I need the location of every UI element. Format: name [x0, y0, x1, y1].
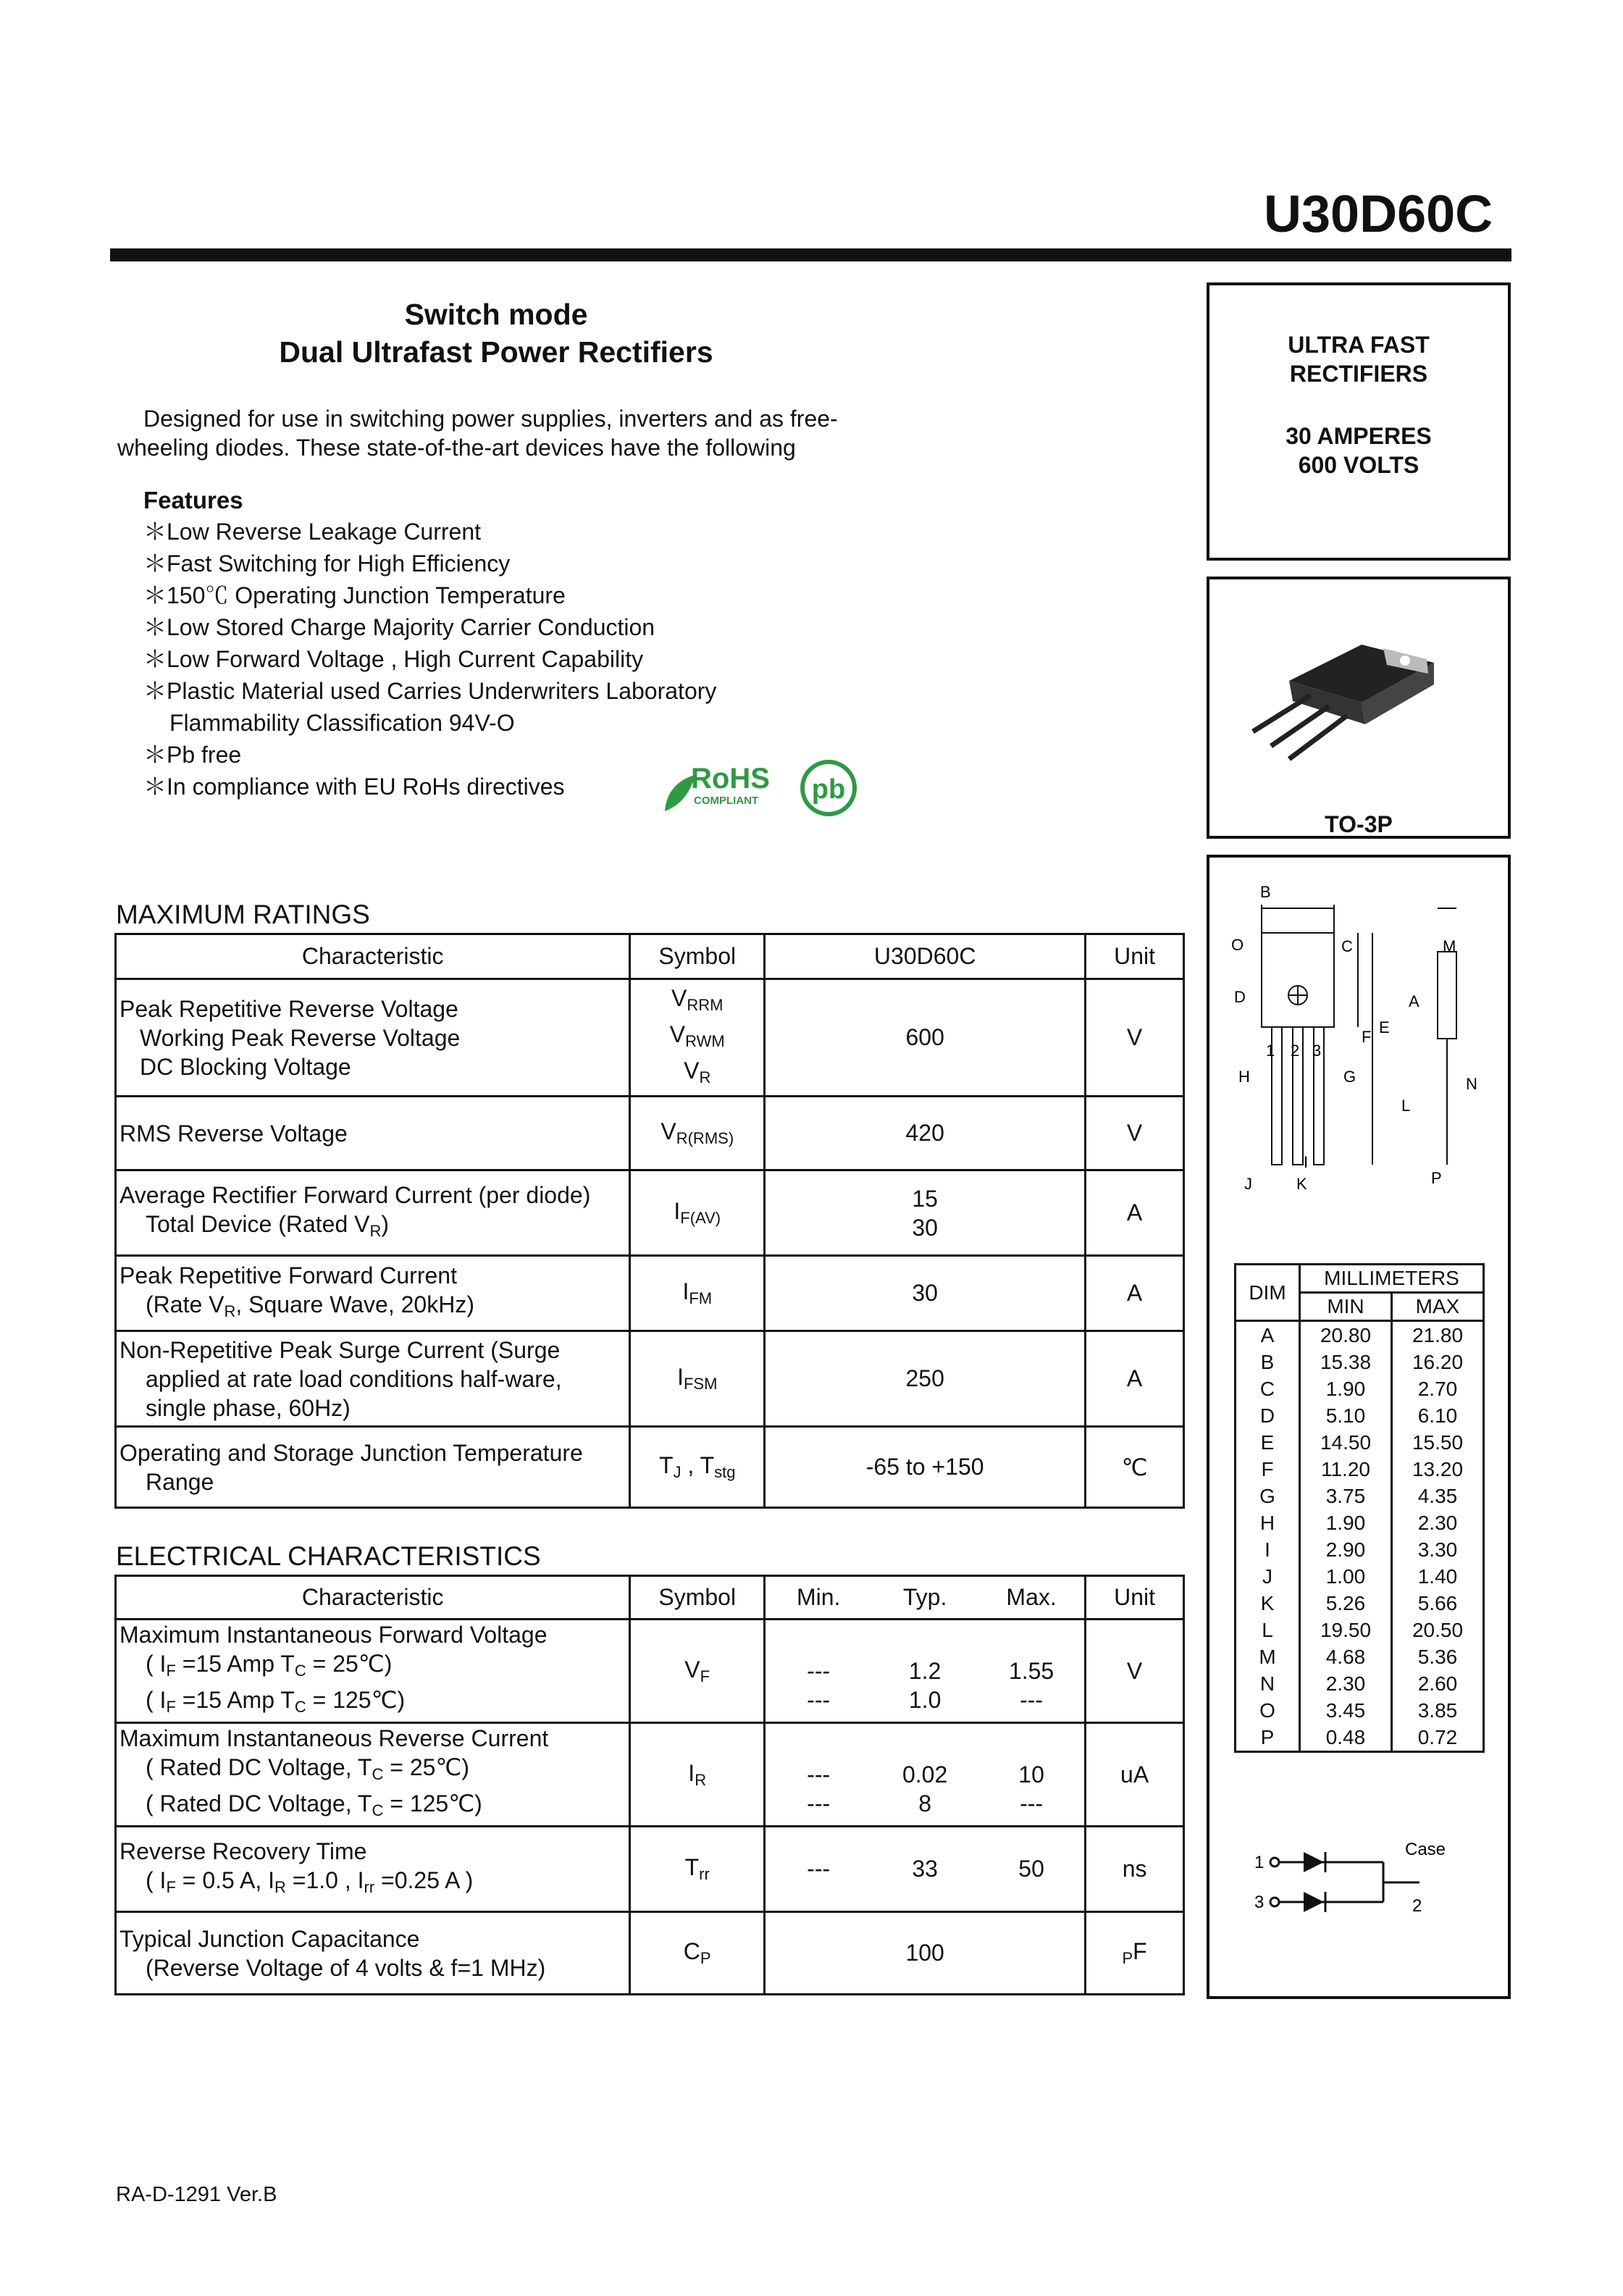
- header-characteristic: Characteristic: [116, 934, 630, 979]
- feature-item: ＊Low Forward Voltage , High Current Capability: [143, 646, 644, 672]
- drawing-label-k: K: [1296, 1175, 1307, 1193]
- elec-table: [114, 1575, 1185, 1995]
- dimension-max: 15.50: [1391, 1429, 1483, 1456]
- symbol-sub: F: [700, 1667, 710, 1685]
- package-label: TO-3P: [1325, 811, 1393, 837]
- dimension-row: [1236, 1590, 1484, 1617]
- schematic-pin1: 1: [1254, 1853, 1265, 1872]
- dimension-min: 1.90: [1300, 1375, 1392, 1402]
- value: 33: [871, 1827, 978, 1912]
- dimension-dim: M: [1236, 1643, 1300, 1670]
- cell-text: =15 Amp T: [175, 1651, 295, 1677]
- cell-text: ( I: [146, 1651, 167, 1677]
- cell-sub: C: [294, 1662, 306, 1680]
- description-line-1: Designed for use in switching power supplies, inverters and as free-: [143, 406, 838, 432]
- dimension-max: 21.80: [1391, 1321, 1483, 1349]
- diode-icon: [1304, 1852, 1324, 1872]
- cell-text: = 25℃): [306, 1651, 393, 1677]
- feature-item: ＊Low Stored Charge Majority Carrier Conduction: [143, 614, 655, 640]
- value: 1.2: [908, 1658, 941, 1684]
- dimension-max: 4.35: [1391, 1483, 1483, 1509]
- drawing-label-p: P: [1431, 1169, 1442, 1187]
- cell-text: (Reverse Voltage of 4 volts & f=1 MHz): [146, 1954, 546, 1981]
- table-row: [116, 979, 1184, 1097]
- cell-text: ( I: [146, 1687, 167, 1713]
- symbol-sub: FSM: [683, 1375, 718, 1393]
- footer-doc-id: RA-D-1291 Ver.B: [116, 2183, 277, 2206]
- dim-header: DIM: [1236, 1265, 1300, 1321]
- value: 420: [765, 1097, 1086, 1170]
- symbol-sub: RWM: [685, 1031, 725, 1050]
- dimension-min: 2.90: [1300, 1536, 1392, 1563]
- value: 1.0: [908, 1687, 941, 1713]
- dimension-dim: J: [1236, 1563, 1300, 1590]
- dimension-row: [1236, 1429, 1484, 1456]
- dimension-row: [1236, 1724, 1484, 1752]
- cell-text: Non-Repetitive Peak Surge Current (Surge: [119, 1336, 561, 1363]
- symbol-sub: R: [695, 1770, 707, 1789]
- cell-text: single phase, 60Hz): [146, 1394, 351, 1421]
- drawing-label-c: C: [1341, 937, 1353, 955]
- cell-text: Total Device (Rated V: [146, 1210, 370, 1237]
- schematic-pin2: 2: [1412, 1896, 1422, 1916]
- drawing-label-j: J: [1244, 1175, 1252, 1193]
- cell-sub: F: [166, 1662, 176, 1680]
- dimension-row: [1236, 1697, 1484, 1724]
- value: -65 to +150: [765, 1427, 1086, 1508]
- header-symbol: Symbol: [630, 1576, 765, 1620]
- drawing-label-i: I: [1304, 1153, 1309, 1171]
- dimension-row: [1236, 1563, 1484, 1590]
- value: 15: [912, 1185, 938, 1212]
- dimension-min: 2.30: [1300, 1670, 1392, 1697]
- cell-text: Maximum Instantaneous Forward Voltage: [119, 1622, 548, 1648]
- unit: uA: [1086, 1723, 1184, 1827]
- drawing-label-b: B: [1260, 883, 1271, 901]
- symbol-sub: F(AV): [680, 1209, 721, 1227]
- drawing-label-pin2: 2: [1291, 1042, 1300, 1060]
- dimension-min: 3.45: [1300, 1697, 1392, 1724]
- symbol: V: [684, 1057, 700, 1084]
- symbol-sub: FM: [689, 1289, 713, 1307]
- millimeters-header: MILLIMETERS: [1300, 1265, 1484, 1293]
- description-line-2: wheeling diodes. These state-of-the-art devices have the following: [117, 435, 796, 461]
- diode-icon: [1304, 1892, 1324, 1912]
- dimension-dim: H: [1236, 1509, 1300, 1536]
- cell-text: applied at rate load conditions half-ware,: [146, 1365, 562, 1392]
- symbol: I: [682, 1278, 689, 1304]
- schematic-pin3: 3: [1254, 1893, 1265, 1912]
- cell-sub: C: [372, 1801, 384, 1819]
- table-row: [116, 1331, 1184, 1427]
- dimension-min: 0.48: [1300, 1724, 1392, 1752]
- dimension-min: 19.50: [1300, 1617, 1392, 1643]
- cell-sub: R: [224, 1302, 236, 1320]
- max-ratings-table: [114, 933, 1185, 1509]
- summary-line-1: ULTRA FAST: [1288, 332, 1430, 358]
- symbol: T: [684, 1854, 700, 1880]
- cell-text: RMS Reverse Voltage: [116, 1097, 630, 1170]
- value: 100: [765, 1912, 1086, 1995]
- dimension-min: 5.26: [1300, 1590, 1392, 1617]
- cell-text: Working Peak Reverse Voltage: [140, 1024, 461, 1051]
- unit: A: [1086, 1170, 1184, 1256]
- cell-text: ): [381, 1210, 390, 1237]
- drawing-label-pin3: 3: [1312, 1042, 1322, 1060]
- symbol: T: [658, 1452, 674, 1478]
- dimension-dim: F: [1236, 1456, 1300, 1483]
- cell-text: = 125℃): [383, 1790, 482, 1817]
- dimension-max: 13.20: [1391, 1456, 1483, 1483]
- symbol: I: [677, 1364, 684, 1390]
- cell-sub: F: [166, 1698, 176, 1716]
- cell-sub: C: [294, 1698, 306, 1716]
- schematic-symbol: [1246, 1839, 1463, 1919]
- dimension-dim: G: [1236, 1483, 1300, 1509]
- header-symbol: Symbol: [630, 934, 765, 979]
- cell-text: Maximum Instantaneous Reverse Current: [119, 1725, 549, 1751]
- symbol: V: [669, 1021, 686, 1047]
- dimension-row: [1236, 1670, 1484, 1697]
- cell-text: Reverse Recovery Time: [119, 1838, 367, 1864]
- dimension-dim: B: [1236, 1349, 1300, 1375]
- value: 8: [918, 1790, 932, 1817]
- symbol: I: [688, 1759, 695, 1786]
- drawing-label-pin1: 1: [1266, 1042, 1275, 1060]
- dimension-row: [1236, 1483, 1484, 1509]
- elec-title: ELECTRICAL CHARACTERISTICS: [116, 1541, 541, 1571]
- dimension-max: 20.50: [1391, 1617, 1483, 1643]
- package-box: [1207, 577, 1511, 839]
- value: ---: [807, 1761, 831, 1788]
- cell-text: Peak Repetitive Reverse Voltage: [119, 995, 458, 1022]
- dimension-min: 11.20: [1300, 1456, 1392, 1483]
- pb-logo-text: pb: [811, 774, 846, 805]
- cell-text: , Square Wave, 20kHz): [235, 1291, 474, 1317]
- max-header: MAX: [1391, 1293, 1483, 1321]
- features-list: [143, 516, 716, 803]
- feature-item: ＊Fast Switching for High Efficiency: [143, 550, 511, 577]
- header-characteristic: Characteristic: [116, 1576, 630, 1620]
- table-row: [116, 1912, 1184, 1995]
- dimension-min: 5.10: [1300, 1402, 1392, 1429]
- summary-line-3: 30 AMPERES: [1286, 423, 1432, 449]
- unit: V: [1086, 1620, 1184, 1723]
- dimension-max: 16.20: [1391, 1349, 1483, 1375]
- cell-text: = 125℃): [306, 1687, 406, 1713]
- rating-summary-box: [1207, 282, 1511, 561]
- outline-drawing: [1217, 865, 1506, 1198]
- value: 1.55: [1008, 1658, 1054, 1684]
- dimension-dim: A: [1236, 1321, 1300, 1349]
- cell-text: Range: [146, 1468, 214, 1495]
- symbol: , T: [681, 1452, 715, 1478]
- feature-item: Flammability Classification 94V-O: [169, 710, 515, 736]
- rohs-logo-text: RoHS: [691, 763, 770, 795]
- drawing-label-m: M: [1443, 937, 1456, 955]
- value: 10: [1018, 1761, 1044, 1788]
- description: [117, 404, 921, 462]
- summary-line-4: 600 VOLTS: [1298, 452, 1419, 478]
- dimension-max: 1.40: [1391, 1563, 1483, 1590]
- dimension-dim: I: [1236, 1536, 1300, 1563]
- unit: ns: [1086, 1827, 1184, 1912]
- dimension-max: 0.72: [1391, 1724, 1483, 1752]
- header-unit: Unit: [1086, 1576, 1184, 1620]
- dimension-dim: L: [1236, 1617, 1300, 1643]
- table-row: [116, 1256, 1184, 1331]
- symbol-sub: P: [700, 1949, 711, 1967]
- dimension-min: 20.80: [1300, 1321, 1392, 1349]
- part-number: U30D60C: [1264, 185, 1493, 243]
- header-unit: Unit: [1086, 934, 1184, 979]
- drawing-label-g: G: [1343, 1068, 1356, 1086]
- drawing-label-o: O: [1231, 936, 1244, 954]
- header-min: Min.: [765, 1576, 872, 1620]
- header-max: Max.: [978, 1576, 1086, 1620]
- cell-text: =15 Amp T: [175, 1687, 295, 1713]
- dimension-min: 15.38: [1300, 1349, 1392, 1375]
- dimension-row: [1236, 1349, 1484, 1375]
- cell-text: = 0.5 A, I: [175, 1866, 274, 1893]
- value: 250: [765, 1331, 1086, 1427]
- compliance-logos: [659, 753, 869, 826]
- unit: A: [1086, 1331, 1184, 1427]
- feature-item: ＊Plastic Material used Carries Underwriters Laboratory: [143, 678, 717, 704]
- cell-sub: F: [166, 1877, 176, 1896]
- dimension-max: 2.70: [1391, 1375, 1483, 1402]
- value: 0.02: [902, 1761, 948, 1788]
- symbol: V: [684, 1656, 700, 1683]
- dimension-min: 1.90: [1300, 1509, 1392, 1536]
- unit: V: [1086, 979, 1184, 1097]
- dimension-min: 4.68: [1300, 1643, 1392, 1670]
- cell-text: ( Rated DC Voltage, T: [146, 1754, 372, 1780]
- header-part: U30D60C: [765, 934, 1086, 979]
- dimension-row: [1236, 1617, 1484, 1643]
- unit-sub: P: [1122, 1949, 1133, 1967]
- summary-line-2: RECTIFIERS: [1289, 361, 1428, 387]
- value: ---: [807, 1687, 831, 1713]
- header-rule: [110, 248, 1511, 261]
- dimension-row: [1236, 1321, 1484, 1349]
- cell-text: Average Rectifier Forward Current (per diode): [119, 1181, 591, 1208]
- symbol: C: [683, 1938, 700, 1964]
- cell-text: (Rate V: [146, 1291, 225, 1317]
- dimension-dim: C: [1236, 1375, 1300, 1402]
- value: ---: [807, 1790, 831, 1817]
- value: ---: [807, 1658, 831, 1684]
- feature-item: ＊Low Reverse Leakage Current: [143, 519, 482, 545]
- symbol-sub: J: [673, 1463, 682, 1481]
- dimension-max: 6.10: [1391, 1402, 1483, 1429]
- cell-text: = 25℃): [383, 1754, 469, 1780]
- cell-text: Peak Repetitive Forward Current: [119, 1262, 457, 1289]
- table-row: [116, 1427, 1184, 1508]
- drawing-label-e: E: [1379, 1018, 1390, 1036]
- drawing-label-f: F: [1362, 1028, 1372, 1046]
- cell-text: ( Rated DC Voltage, T: [146, 1790, 372, 1817]
- cell-sub: rr: [364, 1877, 375, 1896]
- title-line-2: Dual Ultrafast Power Rectifiers: [279, 335, 713, 369]
- unit: V: [1086, 1097, 1184, 1170]
- features-heading: Features: [143, 487, 243, 514]
- cell-sub: R: [369, 1221, 382, 1240]
- cell-text: Typical Junction Capacitance: [119, 1925, 420, 1952]
- cell-sub: C: [372, 1765, 384, 1783]
- value: ---: [1020, 1790, 1044, 1817]
- drawing-label-l: L: [1401, 1097, 1411, 1115]
- header-typ: Typ.: [871, 1576, 978, 1620]
- value: 30: [912, 1214, 938, 1241]
- drawing-label-d: D: [1234, 988, 1246, 1006]
- dimension-row: [1236, 1643, 1484, 1670]
- dimension-max: 3.85: [1391, 1697, 1483, 1724]
- cell-sub: R: [274, 1877, 286, 1896]
- dimension-max: 2.60: [1391, 1670, 1483, 1697]
- dimension-row: [1236, 1456, 1484, 1483]
- dimension-min: 14.50: [1300, 1429, 1392, 1456]
- dimension-dim: D: [1236, 1402, 1300, 1429]
- symbol-sub: rr: [699, 1865, 710, 1883]
- cell-text: =1.0 , I: [285, 1866, 364, 1893]
- dimension-min: 1.00: [1300, 1563, 1392, 1590]
- dimension-max: 2.30: [1391, 1509, 1483, 1536]
- schematic-case: Case: [1405, 1840, 1446, 1859]
- rohs-logo-subtext: COMPLIANT: [694, 795, 759, 807]
- feature-item: ＊In compliance with EU RoHs directives: [143, 774, 565, 800]
- min-header: MIN: [1300, 1293, 1392, 1321]
- value: ---: [765, 1827, 872, 1912]
- drawing-label-n: N: [1466, 1075, 1477, 1093]
- dimension-row: [1236, 1509, 1484, 1536]
- dimension-max: 3.30: [1391, 1536, 1483, 1563]
- feature-item: ＊Pb free: [143, 742, 242, 768]
- unit: A: [1086, 1256, 1184, 1331]
- dimension-row: [1236, 1536, 1484, 1563]
- symbol-sub: R: [699, 1068, 711, 1086]
- dimension-table: [1234, 1263, 1485, 1753]
- dimension-dim: E: [1236, 1429, 1300, 1456]
- dimension-max: 5.36: [1391, 1643, 1483, 1670]
- table-row: [116, 1097, 1184, 1170]
- to3p-package-image: [1238, 623, 1485, 797]
- dimension-max: 5.66: [1391, 1590, 1483, 1617]
- drawing-label-a: A: [1409, 992, 1419, 1010]
- symbol: I: [674, 1198, 681, 1224]
- symbol: V: [671, 984, 687, 1011]
- symbol: V: [660, 1118, 676, 1144]
- dimension-row: [1236, 1375, 1484, 1402]
- value: 50: [978, 1827, 1086, 1912]
- symbol-sub: R(RMS): [676, 1129, 734, 1147]
- table-row: [116, 1170, 1184, 1256]
- dimension-dim: P: [1236, 1724, 1300, 1752]
- feature-item: ＊150℃ Operating Junction Temperature: [143, 582, 566, 608]
- dimension-row: [1236, 1402, 1484, 1429]
- max-ratings-title: MAXIMUM RATINGS: [116, 900, 370, 929]
- value: ---: [1020, 1687, 1044, 1713]
- value: 600: [765, 979, 1086, 1097]
- cell-text: ( I: [146, 1866, 167, 1893]
- cell-text: DC Blocking Voltage: [140, 1053, 351, 1080]
- table-row: [116, 1620, 1184, 1723]
- drawing-label-h: H: [1238, 1068, 1250, 1086]
- mechanical-box: [1207, 855, 1511, 1999]
- cell-text: =0.25 A ): [374, 1866, 474, 1893]
- title-line-1: Switch mode: [404, 298, 588, 331]
- value: 30: [765, 1256, 1086, 1331]
- dimension-min: 3.75: [1300, 1483, 1392, 1509]
- dimension-dim: K: [1236, 1590, 1300, 1617]
- unit: F: [1133, 1938, 1147, 1964]
- dimension-dim: N: [1236, 1670, 1300, 1697]
- dimension-dim: O: [1236, 1697, 1300, 1724]
- symbol-sub: RRM: [687, 995, 724, 1014]
- cell-text: Operating and Storage Junction Temperature: [119, 1439, 583, 1466]
- table-row: [116, 1827, 1184, 1912]
- unit: ℃: [1086, 1427, 1184, 1508]
- symbol-sub: stg: [714, 1463, 736, 1481]
- table-row: [116, 1723, 1184, 1827]
